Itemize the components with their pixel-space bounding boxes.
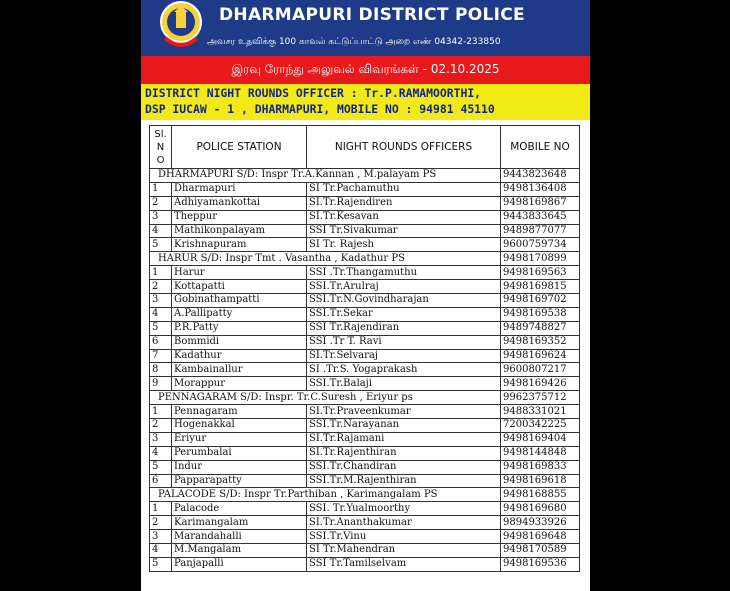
serial-number: 4 [150, 224, 172, 238]
table-row [150, 432, 580, 446]
officer-name: SI.Tr.Rajamani [307, 432, 501, 446]
table-row [150, 474, 580, 488]
serial-number: 2 [150, 280, 172, 294]
serial-number: 6 [150, 474, 172, 488]
table-body [150, 169, 580, 572]
mobile-number: 9443833645 [501, 210, 580, 224]
police-station-name: Panjapalli [172, 557, 307, 571]
table-row [150, 419, 580, 433]
police-station-name: Theppur [172, 210, 307, 224]
officer-name: SSI.Tr.N.Govindharajan [307, 294, 501, 308]
table-row [150, 321, 580, 335]
police-station-name: Morappur [172, 377, 307, 391]
mobile-number: 9498136408 [501, 182, 580, 196]
mobile-number: 9489748827 [501, 321, 580, 335]
mobile-number: 9962375712 [501, 391, 580, 405]
subdivision-row [150, 252, 580, 266]
police-station-name: Marandahalli [172, 530, 307, 544]
officer-name: SSI.Tr.Balaji [307, 377, 501, 391]
subdivision-heading: DHARMAPURI S/D: Inspr Tr.A.Kannan , M.palayam PS [150, 169, 501, 183]
table-row [150, 238, 580, 252]
officer-name: SSI.Tr.Chandiran [307, 460, 501, 474]
serial-number: 2 [150, 196, 172, 210]
serial-number: 8 [150, 363, 172, 377]
mobile-number: 9498169815 [501, 280, 580, 294]
subdivision-heading: PALACODE S/D: Inspr Tr.Parthiban , Karimangalam PS [150, 488, 501, 502]
police-station-name: Harur [172, 266, 307, 280]
mobile-number: 9498169648 [501, 530, 580, 544]
police-station-name: Kambainallur [172, 363, 307, 377]
police-station-name: A.Pallipatty [172, 307, 307, 321]
table-row [150, 266, 580, 280]
officer-name: SSI.Tr.Arulraj [307, 280, 501, 294]
table-row [150, 363, 580, 377]
serial-number: 9 [150, 377, 172, 391]
police-station-name: Palacode [172, 502, 307, 516]
mobile-number: 9498169618 [501, 474, 580, 488]
serial-number: 5 [150, 557, 172, 571]
mobile-number: 9498169624 [501, 349, 580, 363]
mobile-number: 9894933926 [501, 516, 580, 530]
officer-name: SSI. Tr.Yualmoorthy [307, 502, 501, 516]
officer-name: SSI .Tr T. Ravi [307, 335, 501, 349]
officer-name: SI.Tr.Kesavan [307, 210, 501, 224]
serial-number: 5 [150, 460, 172, 474]
officer-name: SSI.Tr.Sekar [307, 307, 501, 321]
serial-number: 2 [150, 419, 172, 433]
officer-name: SI.Tr.Ananthakumar [307, 516, 501, 530]
officer-name: SI.Tr.Praveenkumar [307, 405, 501, 419]
mobile-number: 9498169426 [501, 377, 580, 391]
mobile-number: 9498169538 [501, 307, 580, 321]
table-row [150, 224, 580, 238]
police-station-name: M.Mangalam [172, 544, 307, 558]
table-row [150, 377, 580, 391]
table-row [150, 196, 580, 210]
header-sl-part: O [156, 154, 165, 166]
header-police-station: POLICE STATION [172, 126, 307, 169]
serial-number: 2 [150, 516, 172, 530]
table-row [150, 516, 580, 530]
mobile-number: 9600759734 [501, 238, 580, 252]
table-row [150, 544, 580, 558]
mobile-number: 9498169404 [501, 432, 580, 446]
officer-name: SSI .Tr.Thangamuthu [307, 266, 501, 280]
subdivision-row [150, 391, 580, 405]
header-sl-part: N [156, 141, 165, 153]
serial-number: 5 [150, 321, 172, 335]
officer-name: SI.Tr.Rajenthiran [307, 446, 501, 460]
table-row [150, 405, 580, 419]
night-rounds-banner [141, 56, 590, 84]
serial-number: 1 [150, 502, 172, 516]
table-row [150, 335, 580, 349]
officer-name: SI.Tr.Selvaraj [307, 349, 501, 363]
officer-name: SI .Tr.S. Yogaprakash [307, 363, 501, 377]
table-row [150, 307, 580, 321]
mobile-number: 9498144848 [501, 446, 580, 460]
table-row [150, 530, 580, 544]
header-night-rounds-officers: NIGHT ROUNDS OFFICERS [307, 126, 501, 169]
police-station-name: Perumbalai [172, 446, 307, 460]
subdivision-heading: PENNAGARAM S/D: Inspr. Tr.C.Suresh , Eriyur ps [150, 391, 501, 405]
serial-number: 6 [150, 335, 172, 349]
subdivision-heading: HARUR S/D: Inspr Tmt . Vasantha , Kadathur PS [150, 252, 501, 266]
police-station-name: Kadathur [172, 349, 307, 363]
mobile-number: 9498169702 [501, 294, 580, 308]
police-station-name: Dharmapuri [172, 182, 307, 196]
serial-number: 4 [150, 544, 172, 558]
police-station-name: Karimangalam [172, 516, 307, 530]
officer-name: SSI.Tr.M.Rajenthiran [307, 474, 501, 488]
officer-line-1: DISTRICT NIGHT ROUNDS OFFICER : Tr.P.RAMAMOORTHI, [145, 86, 482, 100]
officer-name: SI Tr.Pachamuthu [307, 182, 501, 196]
serial-number: 1 [150, 266, 172, 280]
officer-name: SI.Tr.Rajendiren [307, 196, 501, 210]
table-row [150, 294, 580, 308]
officer-name: SSI.Tr.Narayanan [307, 419, 501, 433]
police-station-name: P.R.Patty [172, 321, 307, 335]
table-row [150, 502, 580, 516]
serial-number: 4 [150, 307, 172, 321]
officer-line-2: DSP IUCAW - 1 , DHARMAPURI, MOBILE NO : 94981 45110 [145, 102, 495, 116]
mobile-number: 9498170899 [501, 252, 580, 266]
officer-name: SSI Tr.Rajendiran [307, 321, 501, 335]
mobile-number: 9498169867 [501, 196, 580, 210]
police-station-name: Eriyur [172, 432, 307, 446]
mobile-number: 9498169536 [501, 557, 580, 571]
night-rounds-table [149, 125, 580, 572]
police-emblem-icon [157, 0, 205, 54]
night-rounds-title: இரவு ரோந்து அலுவல் விவரங்கள் - 02.10.2025 [231, 62, 500, 76]
officer-name: SI Tr.Mahendran [307, 544, 501, 558]
serial-number: 3 [150, 530, 172, 544]
mobile-number: 9498168855 [501, 488, 580, 502]
police-station-name: Indur [172, 460, 307, 474]
officer-name: SSI Tr.Tamilselvam [307, 557, 501, 571]
mobile-number: 9498170589 [501, 544, 580, 558]
police-station-name: Bommidi [172, 335, 307, 349]
table-row [150, 460, 580, 474]
police-station-name: Mathikonpalayam [172, 224, 307, 238]
mobile-number: 9489877077 [501, 224, 580, 238]
serial-number: 3 [150, 432, 172, 446]
officer-banner [141, 84, 590, 120]
table-row [150, 557, 580, 571]
mobile-number: 7200342225 [501, 419, 580, 433]
table-row [150, 280, 580, 294]
table-row [150, 446, 580, 460]
header-sl-no [150, 126, 172, 169]
table-row [150, 182, 580, 196]
header-banner [141, 0, 590, 56]
subdivision-row [150, 169, 580, 183]
table-header-row [150, 126, 580, 169]
helpline-text: அவசர உதவிக்கு 100 காவல் கட்டுப்பாட்டு அறை எண் 04342-233850 [207, 37, 501, 47]
serial-number: 7 [150, 349, 172, 363]
header-mobile-no: MOBILE NO [501, 126, 580, 169]
serial-number: 3 [150, 210, 172, 224]
police-station-name: Pennagaram [172, 405, 307, 419]
officer-name: SSI.Tr.Vinu [307, 530, 501, 544]
police-station-name: Kottapatti [172, 280, 307, 294]
header-sl-part: Sl. [154, 128, 167, 140]
subdivision-row [150, 488, 580, 502]
officer-name: SI Tr. Rajesh [307, 238, 501, 252]
mobile-number: 9498169563 [501, 266, 580, 280]
mobile-number: 9498169680 [501, 502, 580, 516]
police-station-name: Gobinathampatti [172, 294, 307, 308]
serial-number: 1 [150, 405, 172, 419]
table-row [150, 210, 580, 224]
mobile-number: 9498169833 [501, 460, 580, 474]
serial-number: 4 [150, 446, 172, 460]
officer-name: SSI Tr.Sivakumar [307, 224, 501, 238]
police-station-name: Adhiyamankottai [172, 196, 307, 210]
serial-number: 3 [150, 294, 172, 308]
mobile-number: 9488331021 [501, 405, 580, 419]
table-row [150, 349, 580, 363]
police-station-name: Papparapatty [172, 474, 307, 488]
notice-sheet [141, 0, 590, 591]
mobile-number: 9443823648 [501, 169, 580, 183]
mobile-number: 9600807217 [501, 363, 580, 377]
page-title: DHARMAPURI DISTRICT POLICE [219, 5, 525, 25]
police-station-name: Hogenakkal [172, 419, 307, 433]
serial-number: 5 [150, 238, 172, 252]
police-station-name: Krishnapuram [172, 238, 307, 252]
serial-number: 1 [150, 182, 172, 196]
mobile-number: 9498169352 [501, 335, 580, 349]
